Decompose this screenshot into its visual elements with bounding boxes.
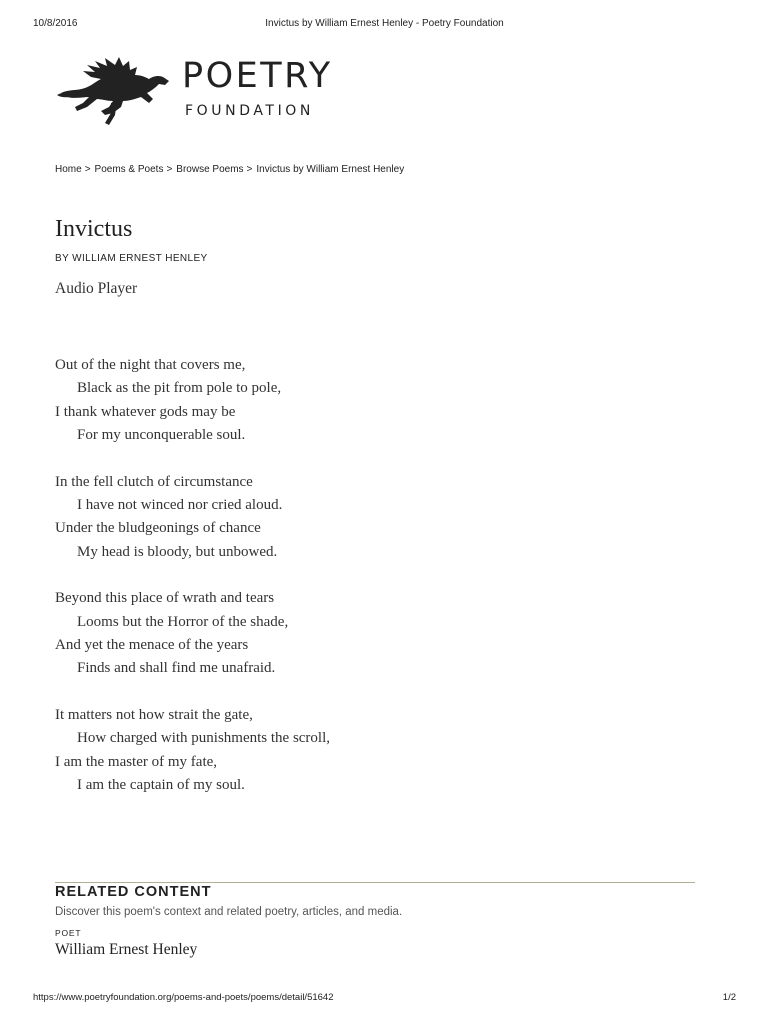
poem-line: I thank whatever gods may be [55,403,236,420]
poem-line: Black as the pit from pole to pole, [77,380,282,397]
breadcrumb-browse-poems[interactable]: Browse Poems [176,164,244,175]
poem-title: Invictus [55,216,133,242]
poem-line: Beyond this place of wrath and tears [55,590,275,607]
poem-line: I have not winced nor cried aloud. [77,496,283,513]
poem-line: Out of the night that covers me, [55,357,246,373]
poem-line: And yet the menace of the years [55,636,249,653]
poetry-foundation-logo[interactable] [55,55,355,127]
poet-label: POET [55,928,82,938]
audio-player[interactable]: Audio Player [55,280,138,297]
poem-stanza [55,587,330,680]
poem-line: I am the master of my fate, [55,753,218,770]
poem-line: Under the bludgeonings of chance [55,520,261,537]
breadcrumb-current-poem[interactable]: Invictus by William Ernest Henley [256,164,405,175]
pegasus-icon [55,55,173,127]
related-content-description: Discover this poem's context and related poetry, articles, and media. [55,906,403,918]
poem-body [55,354,330,797]
breadcrumb-separator: > [84,164,91,175]
breadcrumb-separator: > [246,164,253,175]
poem-line: For my unconquerable soul. [77,426,246,443]
print-document-title: Invictus by William Ernest Henley - Poetry Foundation [265,18,504,29]
poem-byline[interactable]: BY WILLIAM ERNEST HENLEY [55,253,208,264]
poem-line: My head is bloody, but unbowed. [77,543,278,560]
breadcrumb-poems-and-poets[interactable]: Poems & Poets [94,164,164,175]
logo-wordmark-foundation: FOUNDATION [185,103,314,119]
print-page-number: 1/2 [722,992,736,1003]
related-content-heading: RELATED CONTENT [55,884,212,900]
print-date: 10/8/2016 [33,18,78,29]
related-content-divider [55,882,695,883]
poem-line: Looms but the Horror of the shade, [77,613,289,630]
poem-stanza [55,471,330,564]
breadcrumb-separator: > [166,164,173,175]
poem-line: I am the captain of my soul. [77,776,245,793]
poem-line: In the fell clutch of circumstance [55,473,253,490]
poem-line: It matters not how strait the gate, [55,707,253,724]
logo-wordmark-poetry: POETRY [182,56,333,96]
poem-stanza [55,354,330,447]
poem-line: How charged with punishments the scroll, [77,730,331,747]
print-header [33,18,736,32]
poem-stanza [55,704,330,797]
poet-name-link[interactable]: William Ernest Henley [55,941,198,958]
print-url: https://www.poetryfoundation.org/poems-and-poets/poems/detail/51642 [33,992,334,1003]
print-footer [33,992,736,1006]
breadcrumb-home[interactable]: Home [55,164,82,175]
breadcrumb [55,164,404,175]
poem-line: Finds and shall find me unafraid. [77,660,276,677]
